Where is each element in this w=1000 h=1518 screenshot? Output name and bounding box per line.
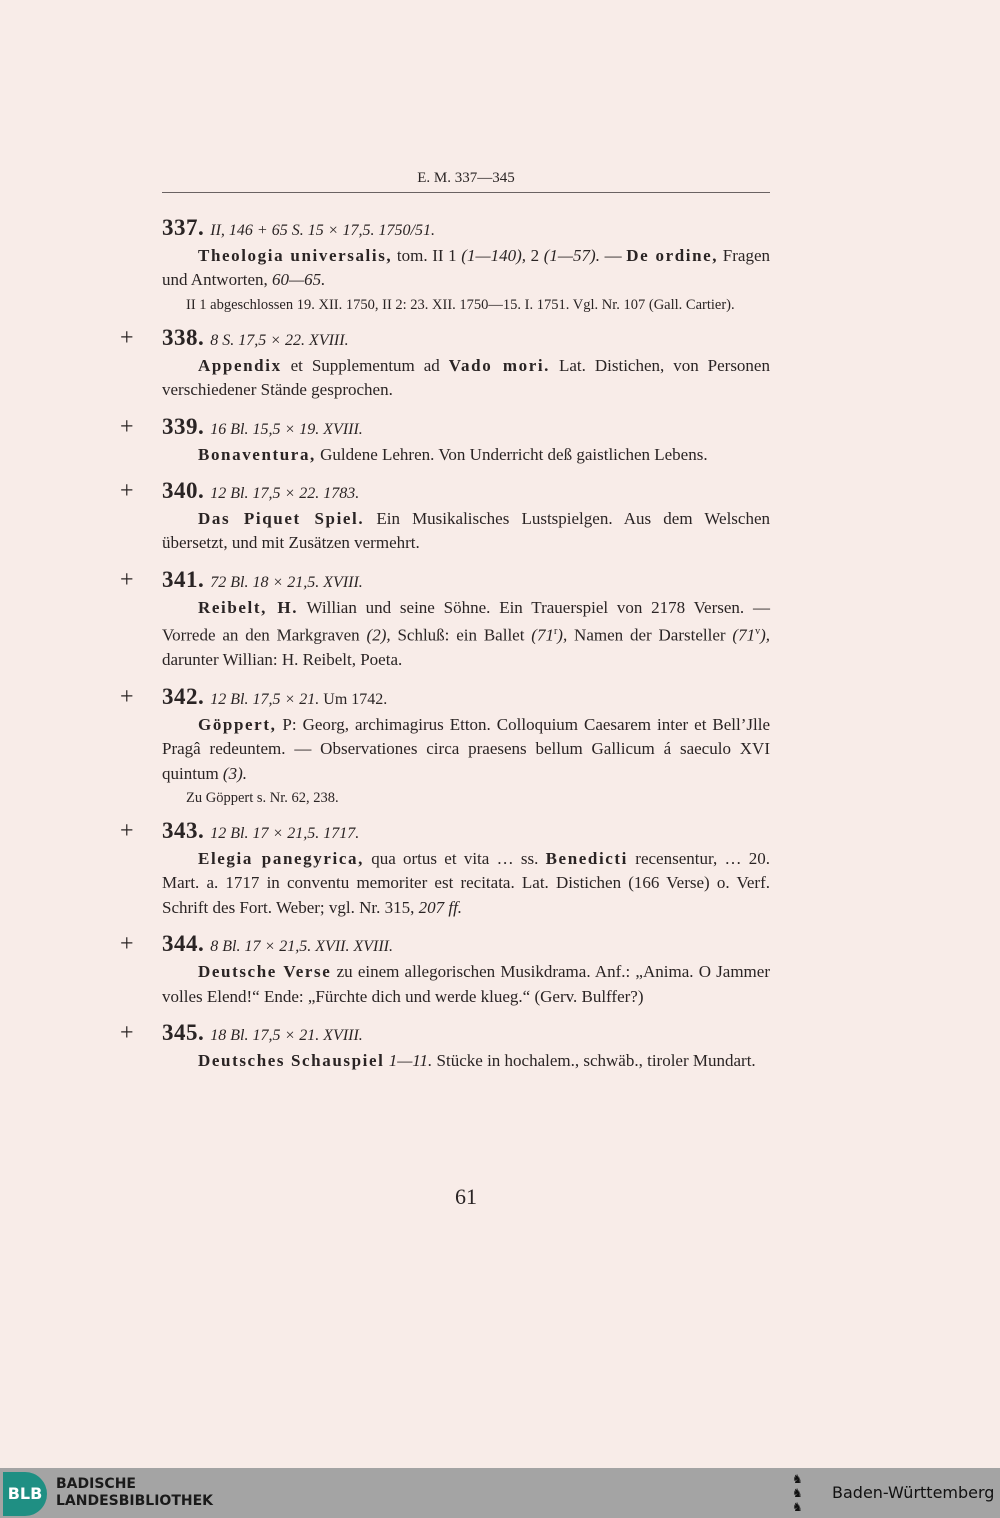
catalog-entries (120, 212, 771, 1081)
catalog-entry (120, 1017, 770, 1073)
text: recensentur, … 20. Mart. a. 1717 in conventu memoriter est recitata. Lat. Distichen (166 Verse) o. Verf. Schrift des Fort. Weber; vgl. Nr. 315, (162, 848, 770, 917)
page-number: 61 (455, 1184, 477, 1209)
bold-title: Deutsche Verse (198, 962, 332, 982)
italic-text: 1—11. (384, 1050, 433, 1070)
bold-title: Göppert, (198, 714, 277, 734)
italic-text: 18 Bl. 17,5 × 21. XVIII. (210, 1026, 363, 1044)
entry-description (162, 713, 770, 786)
plus-mark: + (120, 413, 134, 440)
text: darunter Willian: H. Reibelt, Poeta. (162, 650, 403, 670)
entry-description (162, 443, 770, 467)
entry-number: 340. (162, 478, 205, 504)
bold-title: Deutsches Schauspiel (198, 1050, 385, 1070)
entry-number: 339. (162, 413, 205, 439)
italic-text: (1—57). (543, 246, 600, 265)
catalog-entry (120, 564, 770, 673)
text: 2 (526, 246, 544, 265)
catalog-entry (120, 681, 770, 807)
entry-number: 344. (162, 931, 205, 957)
blb-name-line1: BADISCHE (56, 1476, 136, 1492)
italic-text: 72 Bl. 18 × 21,5. XVIII. (210, 573, 363, 591)
plus-mark: + (120, 683, 134, 710)
italic-text: 8 Bl. 17 × 21,5. XVII. XVIII. (210, 938, 393, 956)
entry-description (162, 507, 770, 556)
blb-name[interactable] (56, 1476, 213, 1510)
entry-description (162, 1049, 770, 1073)
plus-mark: + (120, 817, 134, 844)
plus-mark: + (120, 1019, 134, 1046)
entry-header (162, 475, 770, 507)
catalog-entry (120, 411, 770, 467)
entry-header (162, 681, 770, 713)
entry-header (162, 815, 770, 847)
entry-number: 338. (162, 324, 205, 350)
entry-header (162, 928, 770, 960)
catalog-entry (120, 475, 771, 556)
bold-title: Elegia panegyrica, (198, 848, 364, 868)
italic-text: 60—65. (272, 270, 326, 290)
superscript: v (755, 626, 761, 638)
entry-header (162, 322, 770, 354)
text: Schluß: ein Ballet (390, 625, 532, 645)
text: Willian und seine Söhne. Ein Trauerspiel von 2178 Versen. — Vorrede an den Markgraven (162, 597, 770, 645)
catalog-entry (162, 212, 770, 314)
text: Um 1742. (319, 690, 388, 708)
text: P: Georg, archimagirus Etton. Colloquium Caesarem inter et Bell’Jlle Pragâ redeuntem. — Observationes circa praesens bellum Gallicum á saeculo XVI quintum (162, 714, 770, 783)
entry-number: 341. (162, 566, 205, 592)
italic-text: 12 Bl. 17,5 × 21. (210, 690, 320, 708)
italic-text: 207 ff. (418, 897, 463, 917)
bold-title: Theologia universalis, (198, 246, 393, 265)
entry-description (162, 960, 770, 1009)
bold-title: Benedicti (545, 848, 629, 868)
baden-wuerttemberg-logo-text[interactable]: Baden-Württemberg (832, 1483, 995, 1502)
italic-text: (71 (732, 625, 756, 645)
entry-note (162, 297, 770, 314)
running-head: E. M. 337—345 (417, 170, 515, 186)
entry-note (162, 790, 770, 807)
lions-coat-of-arms-icon: ♞ ♞ ♞ (792, 1472, 803, 1514)
italic-text: (2), (366, 625, 391, 645)
entry-description (162, 847, 770, 920)
text: tom. II 1 (392, 246, 462, 265)
text: Fragen und Antworten, (162, 246, 771, 290)
bold-title: De ordine, (626, 246, 719, 265)
text: zu einem allegorischen Musikdrama. Anf.: „Anima. O Jammer volles Elend!“ Ende: „Fürchte dich und werde klueg.“ (Gerv. Bulffer?) (162, 962, 770, 1006)
footer-bar (0, 1468, 1000, 1518)
italic-text: (3). (222, 763, 247, 783)
italic-text: (71 (531, 625, 554, 645)
italic-text: ), (760, 625, 770, 645)
text: qua ortus et vita … ss. (363, 848, 546, 868)
italic-text: ), (557, 625, 568, 645)
text: — (599, 246, 627, 265)
italic-text: 12 Bl. 17,5 × 22. 1783. (210, 485, 360, 503)
text: Lat. Distichen, von Personen verschiedener Stände gesprochen. (162, 355, 770, 400)
catalog-entry (120, 815, 770, 920)
text: II 1 abgeschlossen 19. XII. 1750, II 2: 23. XII. 1750—15. I. 1751. Vgl. Nr. 107 (Gall. Cartier). (186, 296, 735, 313)
text: Stücke in hochalem., schwäb., tiroler Mundart. (432, 1050, 756, 1070)
header-rule (162, 192, 770, 193)
entry-header (162, 1017, 770, 1049)
entry-number: 343. (162, 817, 205, 843)
blb-name-line2: LANDESBIBLIOTHEK (56, 1493, 214, 1509)
italic-text: 16 Bl. 15,5 × 19. XVIII. (210, 420, 363, 438)
superscript: r (553, 626, 558, 638)
entry-header (162, 411, 770, 443)
plus-mark: + (120, 324, 134, 351)
entry-number: 342. (162, 683, 205, 709)
italic-text: 12 Bl. 17 × 21,5. 1717. (210, 824, 360, 842)
entry-number: 337. (162, 215, 205, 240)
italic-text: II, 146 + 65 S. 15 × 17,5. 1750/51. (210, 222, 435, 239)
entry-description (162, 244, 770, 293)
catalog-entry (120, 928, 770, 1009)
plus-mark: + (120, 931, 134, 958)
bold-title: Appendix (198, 355, 282, 375)
text: Ein Musikalisches Lustspielgen. Aus dem Welschen übersetzt, und mit Zusätzen vermehrt. (162, 509, 771, 553)
bold-title: Reibelt, H. (198, 597, 299, 617)
text: Zu Göppert s. Nr. 62, 238. (186, 789, 339, 806)
catalog-entry (120, 322, 770, 403)
text: Namen der Darsteller (567, 625, 733, 645)
italic-text: 8 S. 17,5 × 22. XVIII. (210, 331, 349, 349)
entry-description (162, 596, 770, 673)
italic-text: (1—140), (461, 246, 526, 265)
bold-title: Das Piquet Spiel. (198, 509, 365, 529)
entry-header (162, 564, 770, 596)
bold-title: Vado mori. (448, 355, 551, 375)
blb-logo[interactable]: BLB (3, 1472, 47, 1516)
entry-description (162, 354, 770, 403)
text: et Supplementum ad (281, 355, 449, 375)
plus-mark: + (120, 566, 134, 593)
entry-header (162, 212, 770, 244)
plus-mark: + (120, 478, 134, 505)
entry-number: 345. (162, 1019, 205, 1045)
bold-title: Bonaventura, (198, 444, 316, 464)
text: Guldene Lehren. Von Underricht deß gaistlichen Lebens. (315, 444, 708, 464)
